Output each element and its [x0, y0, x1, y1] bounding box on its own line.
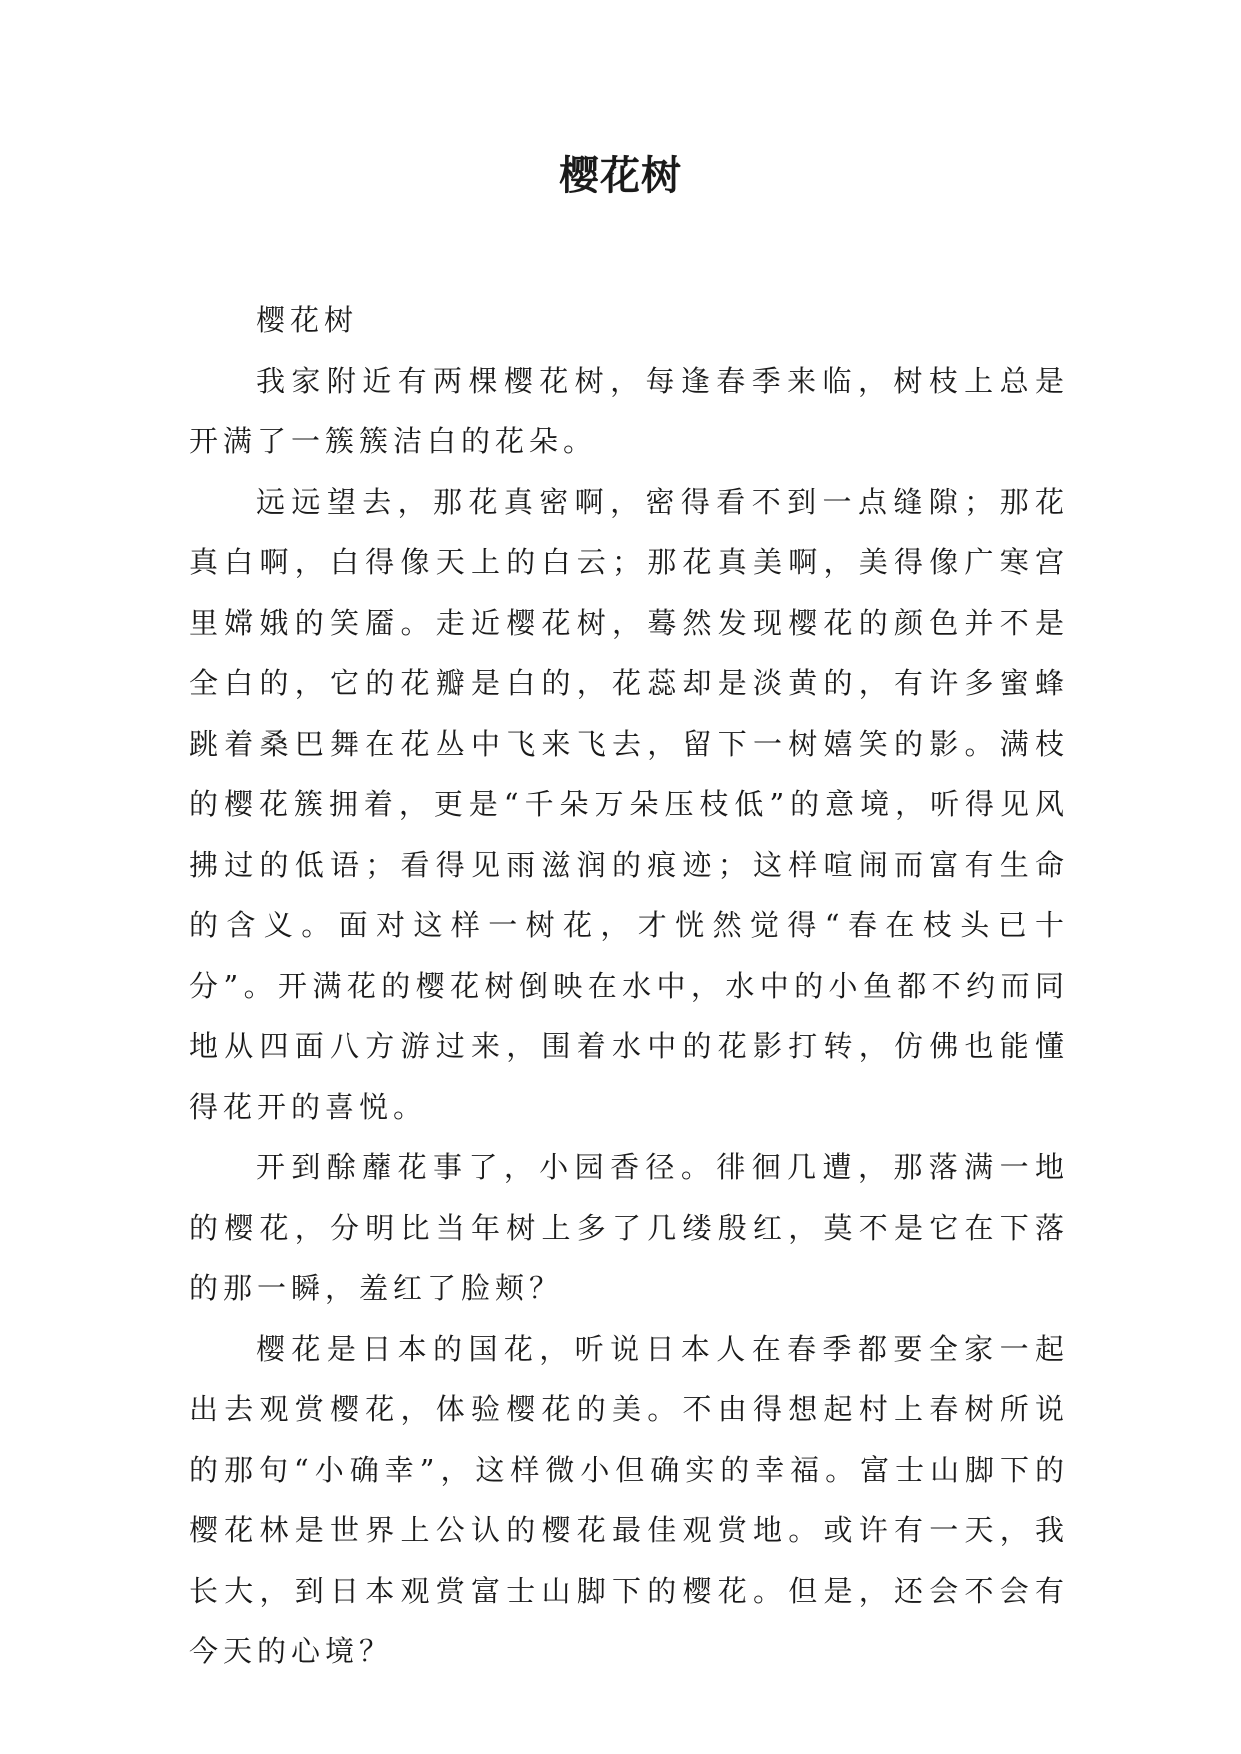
document-title: 樱花树: [559, 152, 682, 199]
paragraph: 樱花是日本的国花，听说日本人在春季都要全家一起出去观赏樱花，体验樱花的美。不由得想起村上春树所说的那句“小确幸”，这样微小但确实的幸福。富士山脚下的樱花林是世界上公认的樱花最佳观赏地。或许有一天，我长大，到日本观赏富士山脚下的樱花。但是，还会不会有今天的心境？: [189, 1331, 1069, 1668]
paragraph: 樱花树: [256, 303, 359, 337]
document-body: [189, 290, 1069, 1682]
paragraph: 开到酴蘼花事了，小园香径。徘徊几遭，那落满一地的樱花，分明比当年树上多了几缕殷红，莫不是它在下落的那一瞬，羞红了脸颊？: [189, 1150, 1069, 1305]
paragraph: 我家附近有两棵樱花树，每逢春季来临，树枝上总是开满了一簇簇洁白的花朵。: [189, 363, 1069, 458]
paragraph: 远远望去，那花真密啊，密得看不到一点缝隙；那花真白啊，白得像天上的白云；那花真美啊，美得像广寒宫里嫦娥的笑靥。走近樱花树，蓦然发现樱花的颜色并不是全白的，它的花瓣是白的，花蕊却是淡黄的，有许多蜜蜂跳着桑巴舞在花丛中飞来飞去，留下一树嬉笑的影。满枝的樱花簇拥着，更是“千朵万朵压枝低”的意境，听得见风拂过的低语；看得见雨滋润的痕迹；这样喧闹而富有生命的含义。面对这样一树花，才恍然觉得“春在枝头已十分”。开满花的樱花树倒映在水中，水中的小鱼都不约而同地从四面八方游过来，围着水中的花影打转，仿佛也能懂得花开的喜悦。: [189, 484, 1069, 1124]
